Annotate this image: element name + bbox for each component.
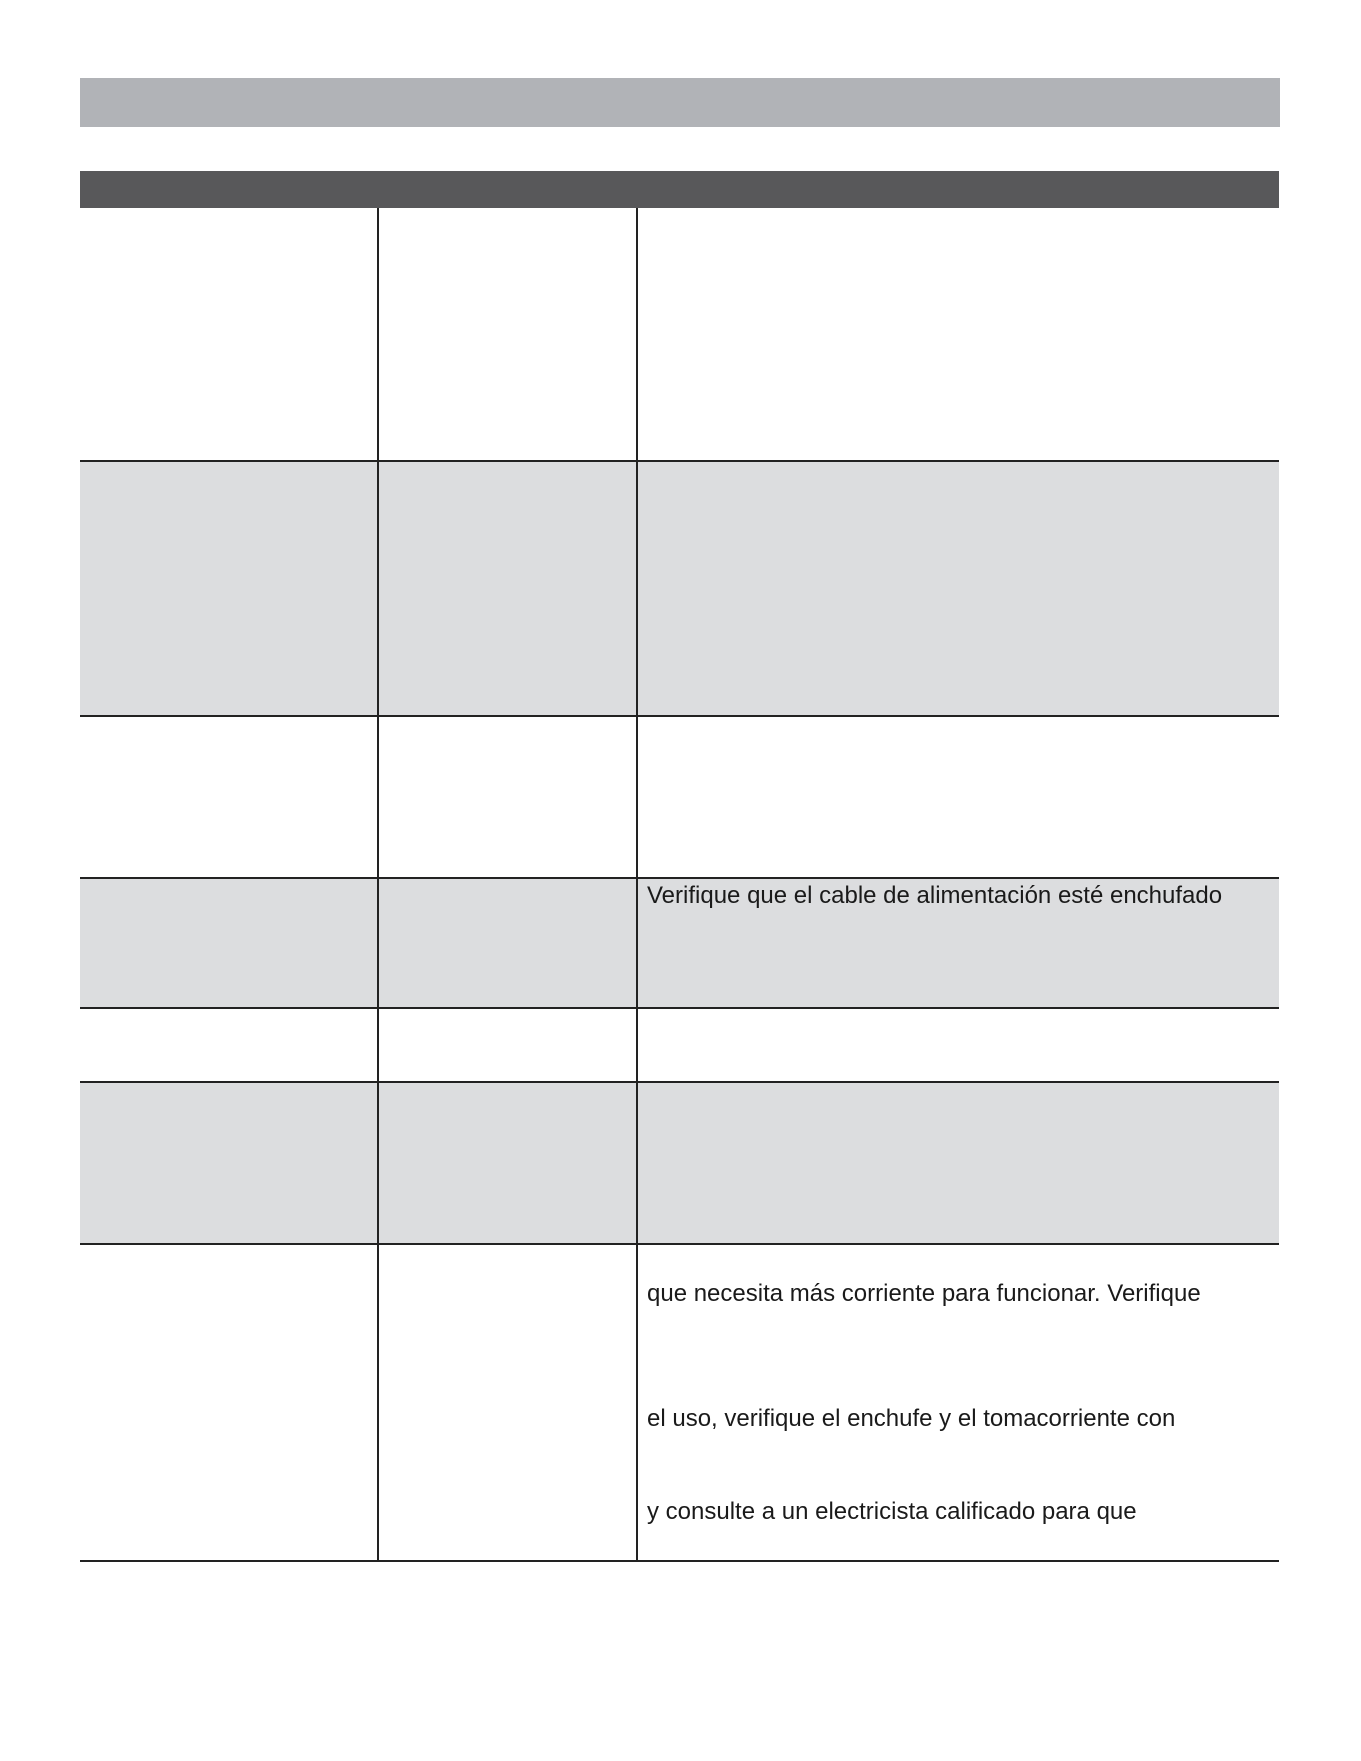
- solution-cell: [638, 879, 1279, 1007]
- solution-cell: [638, 208, 1279, 460]
- cause-cell: [379, 1083, 638, 1243]
- table-row: [80, 1007, 1279, 1081]
- table-row: [80, 1081, 1279, 1243]
- problem-cell: [80, 1245, 379, 1560]
- problem-cell: [80, 208, 379, 460]
- cause-cell: [379, 208, 638, 460]
- problem-cell: [80, 717, 379, 877]
- cause-cell: [379, 1245, 638, 1560]
- table-row: [80, 877, 1279, 1007]
- solution-text: y consulte a un electricista calificado para que: [647, 1498, 1137, 1525]
- table-row: [80, 208, 1279, 460]
- problem-cell: [80, 879, 379, 1007]
- solution-text: Verifique que el cable de alimentación esté enchufado: [647, 882, 1223, 909]
- cause-cell: [379, 462, 638, 715]
- problem-cell: [80, 1009, 379, 1081]
- table-row: [80, 460, 1279, 715]
- solution-cell: [638, 1245, 1279, 1560]
- cause-cell: [379, 879, 638, 1007]
- problem-cell: [80, 1083, 379, 1243]
- solution-cell: [638, 462, 1279, 715]
- solution-cell: [638, 1083, 1279, 1243]
- cause-cell: [379, 717, 638, 877]
- problem-cell: [80, 462, 379, 715]
- solution-text: el uso, verifique el enchufe y el tomacorriente con: [647, 1405, 1176, 1432]
- troubleshooting-table: [80, 171, 1279, 1562]
- solution-text: que necesita más corriente para funcionar. Verifique: [647, 1280, 1201, 1307]
- table-row: [80, 715, 1279, 877]
- solution-cell: [638, 717, 1279, 877]
- table-header: [80, 171, 1279, 208]
- solution-cell: [638, 1009, 1279, 1081]
- table-row: [80, 1243, 1279, 1560]
- section-title-bar: [80, 78, 1280, 127]
- cause-cell: [379, 1009, 638, 1081]
